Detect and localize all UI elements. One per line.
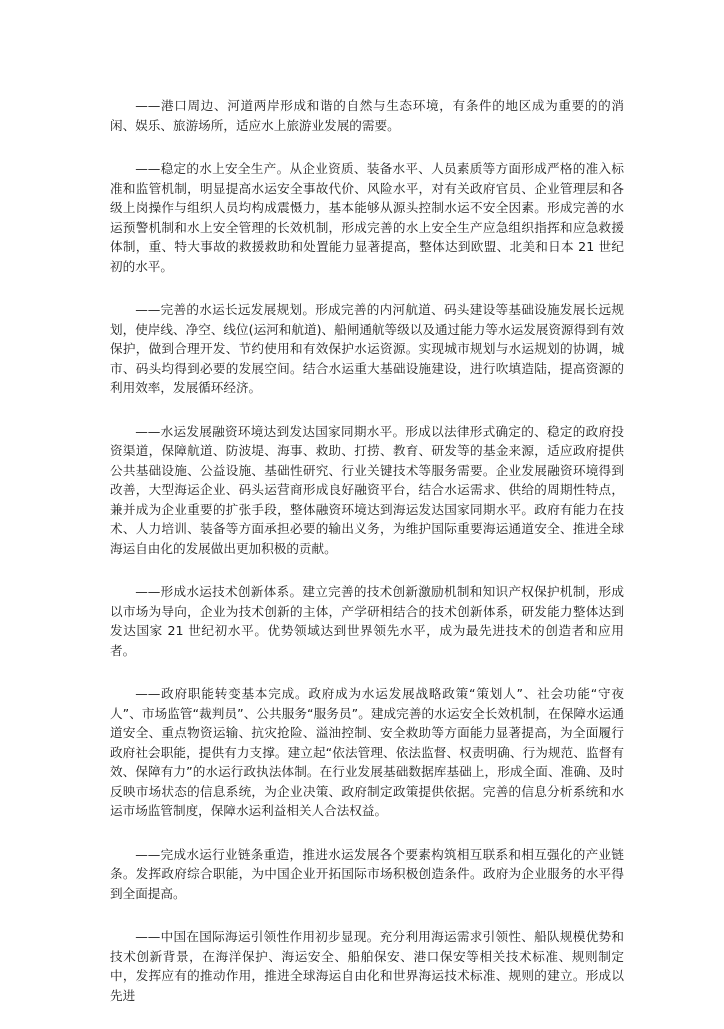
paragraph-water-safety: ——稳定的水上安全生产。从企业资质、装备水平、人员素质等方面形成严格的准入标准和监管机制，明显提高水运安全事故代价、风险水平，对有关政府官员、企业管理层和各级上岗操作与组织人员均构成震慑力，基本能够从源头控制水运不安全因素。形成完善的水运预警机制和水上安全管理的长效机制，形成完善的水上安全生产应急组织指挥和应急救援体制，重、特大事故的救援救助和处置能力显著提高，整体达到欧盟、北美和日本 21 世纪初的水平。 — [110, 161, 624, 274]
paragraph-long-term-planning: ——完善的水运长远发展规划。形成完善的内河航道、码头建设等基础设施发展长远规划，使岸线、净空、线位(运河和航道)、船闸通航等级以及通过能力等水运发展资源得到有效保护，做到合理开发、节约使用和有效保护水运资源。实现城市规划与水运规划的协调，城市、码头均得到必要的发展空间。结合水运重大基础设施建设，进行吹填造陆，提高资源的利用效率，发展循环经济。 — [110, 302, 624, 395]
paragraph-government-functions: ——政府职能转变基本完成。政府成为水运发展战略政策“策划人”、社会功能“守夜人”、市场监管“裁判员”、公共服务“服务员”。建成完善的水运安全长效机制，在保障水运通道安全、重点物资运输、抗灾抢险、溢油控制、安全救助等方面能力显著提高，为全面履行政府社会职能，提供有力支撑。建立起“依法管理、依法监督、权责明确、行为规范、监督有效、保障有力”的水运行政执法体制。在行业发展基础数据库基础上，形成全面、准确、及时反映市场状态的信息系统，为企业决策、政府制定政策提供依据。完善的信息分析系统和水运市场监管制度，保障水运利益相关人合法权益。 — [110, 686, 624, 818]
document-body — [110, 96, 624, 1029]
paragraph-financing-environment: ——水运发展融资环境达到发达国家同期水平。形成以法律形式确定的、稳定的政府投资渠道，保障航道、防波堤、海事、救助、打捞、教育、研发等的基金来源，适应政府提供公共基础设施、公益设施、基础性研究、行业关键技术等服务需要。企业发展融资环境得到改善，大型海运企业、码头运营商形成良好融资平台，结合水运需求、供给的周期性特点，兼并成为企业重要的扩张手段，整体融资环境达到海运发达国家同期水平。政府有能力在技术、人力培训、装备等方面承担必要的输出义务，为维护国际重要海运通道安全、推进全球海运自由化的发展做出更加积极的贡献。 — [110, 423, 624, 556]
paragraph-international-leadership: ——中国在国际海运引领性作用初步显现。充分利用海运需求引领性、船队规模优势和技术创新背景，在海洋保护、海运安全、船舶保安、港口保安等相关技术标准、规则制定中，发挥应有的推动作用，推进全球海运自由化和世界海运技术标准、规则的建立。形成以先进 — [110, 929, 624, 1003]
paragraph-technology-innovation: ——形成水运技术创新体系。建立完善的技术创新激励机制和知识产权保护机制，形成以市场为导向，企业为技术创新的主体，产学研相结合的技术创新体系，研发能力整体达到发达国家 21 世纪初水平。优势领域达到世界领先水平，成为最先进技术的创造者和应用者。 — [110, 584, 624, 658]
paragraph-industry-chain: ——完成水运行业链条重造，推进水运发展各个要素构筑相互联系和相互强化的产业链条。发挥政府综合职能，为中国企业开拓国际市场积极创造条件。政府为企业服务的水平得到全面提高。 — [110, 846, 624, 901]
paragraph-port-environment: ——港口周边、河道两岸形成和谐的自然与生态环境，有条件的地区成为重要的的消闲、娱乐、旅游场所，适应水上旅游业发展的需要。 — [110, 98, 624, 133]
